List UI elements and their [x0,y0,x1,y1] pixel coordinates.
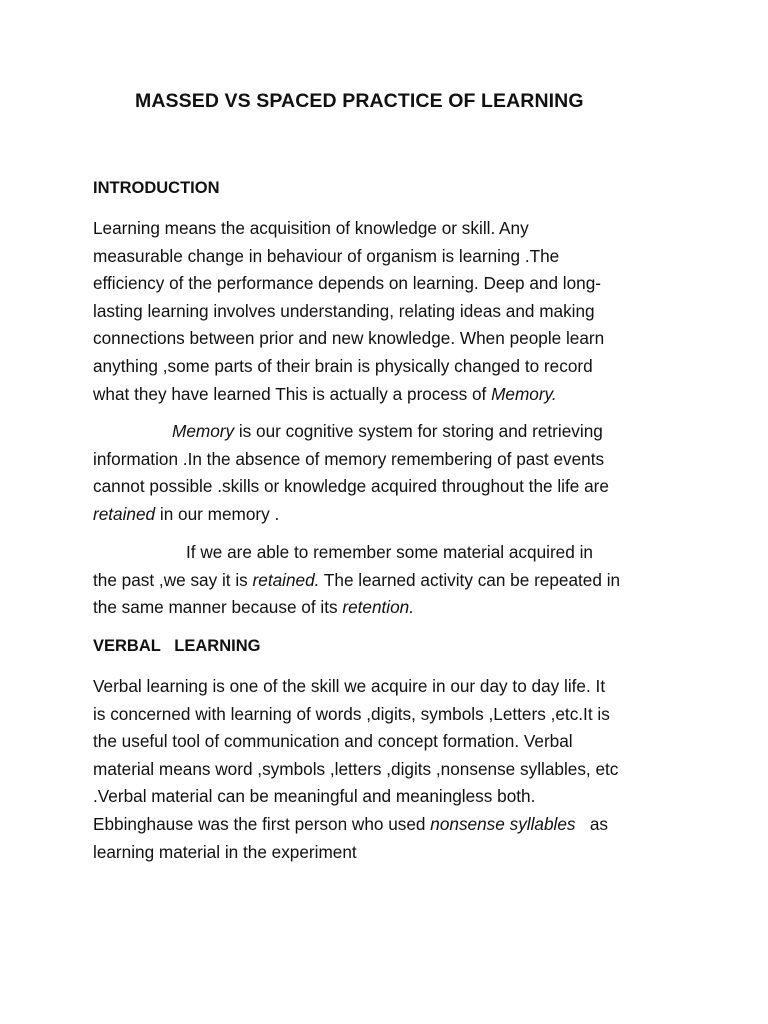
text-run: what they have learned This is actually a process of [93,383,492,404]
text-line: If we are able to remember some material acquired in [186,542,593,562]
text-line [93,594,693,622]
text-line: efficiency of the performance depends on learning. Deep and long- [93,273,602,294]
text-line [93,418,693,446]
text-run: the same manner because of its [93,597,343,618]
text-line: measurable change in behaviour of organism is learning .The [93,245,560,266]
intro-paragraph-3 [93,539,693,622]
text-run: is our cognitive system for storing and retrieving [234,421,603,441]
intro-paragraph-1 [93,215,693,408]
text-run: Ebbinghause was the first person who used [93,813,431,834]
italic-term: Memory. [491,383,557,404]
text-line: cannot possible .skills or knowledge acquired throughout the life are [93,476,609,497]
text-line [93,567,693,595]
text-run: The learned activity can be repeated in [319,569,621,590]
text-run: as [575,813,608,834]
verbal-learning-paragraph [93,673,693,866]
text-line: Learning means the acquisition of knowledge or skill. Any [93,218,529,238]
text-line: information .In the absence of memory remembering of past events [93,448,605,469]
text-run: the past ,we say it is [93,569,253,590]
text-line [93,501,693,529]
intro-paragraph-2 [93,418,693,528]
text-line: lasting learning involves understanding, relating ideas and making [93,300,595,321]
section-heading-verbal-learning: VERBAL LEARNING [93,637,261,655]
text-line: anything ,some parts of their brain is physically changed to record [93,355,593,376]
italic-term: retained. [252,569,320,590]
italic-term: Memory [172,421,235,441]
text-run: in our memory . [155,503,280,524]
italic-term: retention. [342,597,415,618]
page-title: MASSED VS SPACED PRACTICE OF LEARNING [135,90,584,112]
text-line: connections between prior and new knowledge. When people learn [93,328,605,349]
text-line: material means word ,symbols ,letters ,digits ,nonsense syllables, etc [93,758,619,779]
text-line: learning material in the experiment [93,841,357,862]
text-line: the useful tool of communication and concept formation. Verbal [93,731,573,752]
text-line [93,381,693,409]
text-line: Verbal learning is one of the skill we acquire in our day to day life. It [93,676,606,696]
text-line: .Verbal material can be meaningful and meaningless both. [93,786,536,807]
text-line: is concerned with learning of words ,digits, symbols ,Letters ,etc.It is [93,703,610,724]
italic-term: nonsense syllables [430,813,576,834]
section-heading-introduction: INTRODUCTION [93,179,220,197]
italic-term: retained [93,503,156,524]
text-line [93,811,693,839]
